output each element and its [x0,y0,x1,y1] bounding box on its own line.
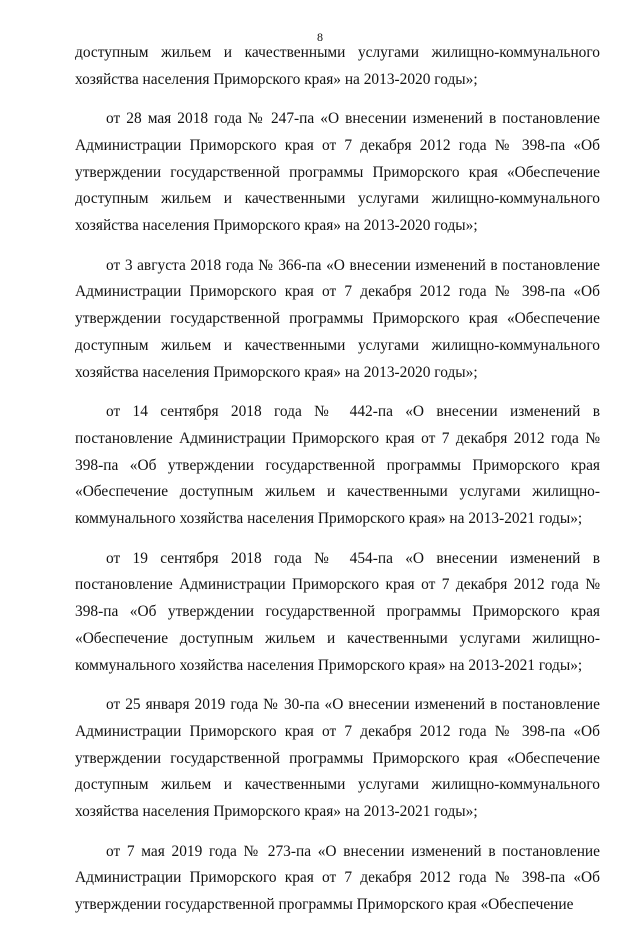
paragraph-continuation: доступным жильем и качественными услугами жилищно-коммунального хозяйства населения Приморского края» на 2013-2020 годы»; [75,44,600,88]
paragraph-amendment-2018-09-14: от 14 сентября 2018 года № 442-па «О внесении изменений в постановление Администрации Приморского края от 7 декабря 2012 года № 398-па «Об утверждении государственной программы Приморского края «Обеспечение доступным жильем и качественными услугами жилищно-коммунального хозяйства населения Приморского края» на 2013-2021 годы»; [75,403,600,528]
page-number: 8 [317,30,323,44]
paragraph-amendment-2018-05-28: от 28 мая 2018 года № 247-па «О внесении изменений в постановление Администрации Приморского края от 7 декабря 2012 года № 398-па «Об утверждении государственной программы Приморского края «Обеспечение доступным жильем и качественными услугами жилищно-коммунального хозяйства населения Приморского края» на 2013-2020 годы»; [75,110,600,235]
paragraph-amendment-2018-09-19: от 19 сентября 2018 года № 454-па «О внесении изменений в постановление Администрации Приморского края от 7 декабря 2012 года № 398-па «Об утверждении государственной программы Приморского края «Обеспечение доступным жильем и качественными услугами жилищно-коммунального хозяйства населения Приморского края» на 2013-2021 годы»; [75,549,600,674]
paragraph-amendment-2018-08-03: от 3 августа 2018 года № 366-па «О внесении изменений в постановление Администрации Приморского края от 7 декабря 2012 года № 398-па «Об утверждении государственной программы Приморского края «Обеспечение доступным жильем и качественными услугами жилищно-коммунального хозяйства населения Приморского края» на 2013-2020 годы»; [75,256,600,381]
paragraph-amendment-2019-05-07: от 7 мая 2019 года № 273-па «О внесении изменений в постановление Администрации Приморского края от 7 декабря 2012 года № 398-па «Об утверждении государственной программы Приморского края «Обеспечение [75,842,600,914]
paragraph-amendment-2019-01-25: от 25 января 2019 года № 30-па «О внесении изменений в постановление Администрации Приморского края от 7 декабря 2012 года № 398-па «Об утверждении государственной программы Приморского края «Обеспечение доступным жильем и качественными услугами жилищно-коммунального хозяйства населения Приморского края» на 2013-2021 годы»; [75,696,600,821]
document-body [75,40,600,931]
